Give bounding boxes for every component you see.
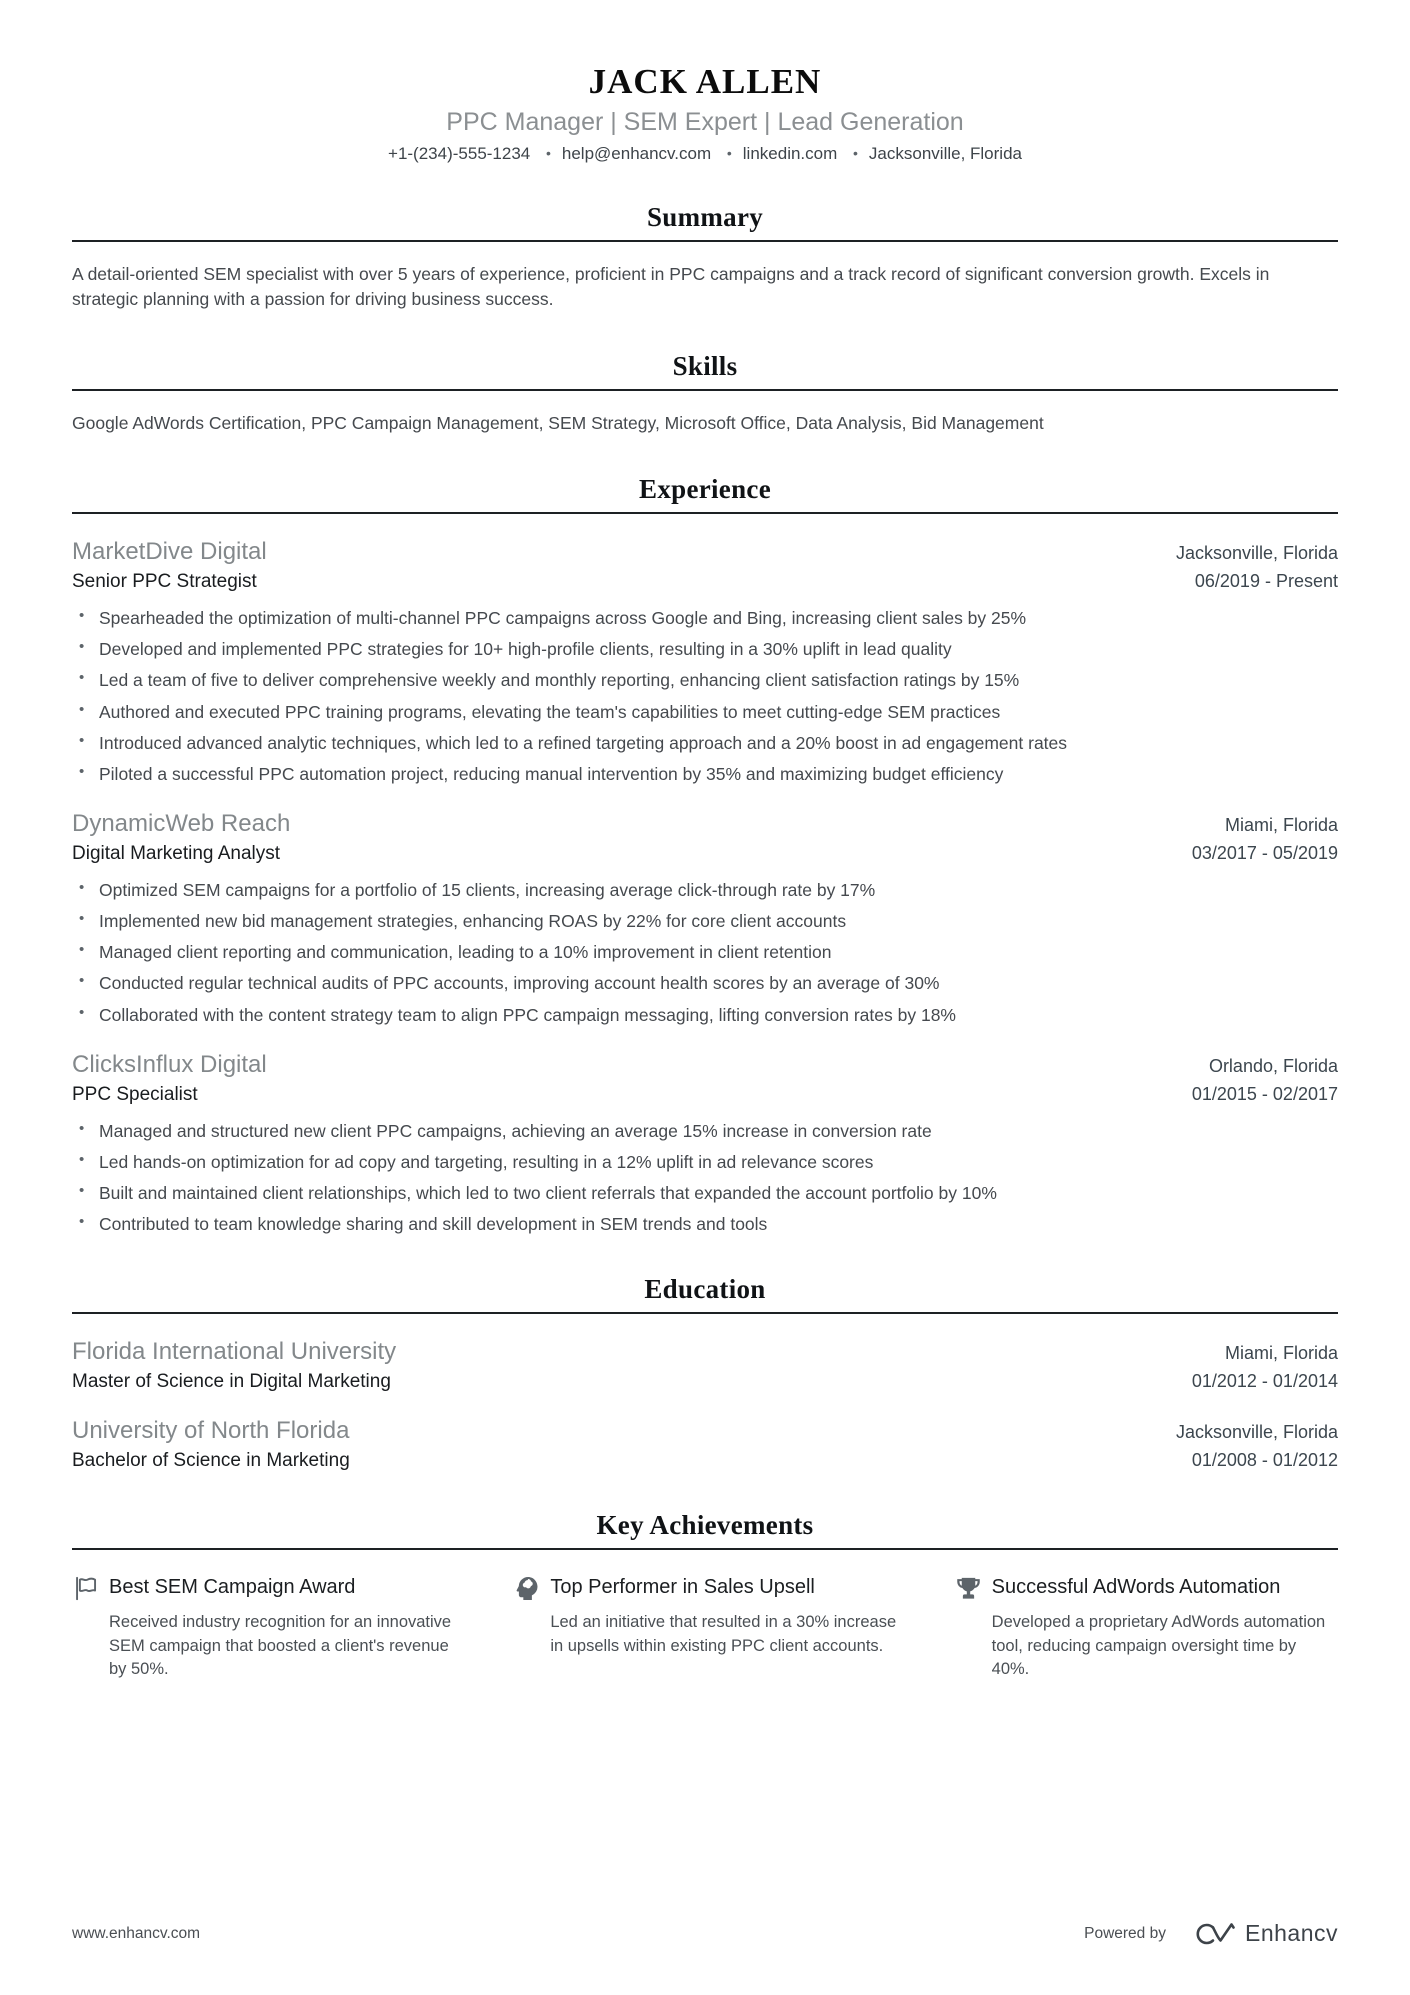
job-bullet: • Managed and structured new client PPC campaigns, achieving an average 15% increase in conversion rate <box>72 1119 1338 1143</box>
job-role: Senior PPC Strategist <box>72 571 257 593</box>
footer-url: www.enhancv.com <box>72 1924 201 1942</box>
school-location: Jacksonville, Florida <box>1175 1422 1338 1443</box>
job-bullet-list <box>72 878 1338 1027</box>
contact-location: • Jacksonville, Florida <box>842 144 1022 164</box>
resume-header <box>72 62 1338 164</box>
entry-role-row <box>72 1366 1338 1393</box>
entry-header-row <box>72 810 1338 838</box>
achievement-head <box>513 1574 896 1602</box>
section-divider <box>72 1548 1338 1550</box>
achievement-item <box>72 1574 455 1681</box>
education-heading: Education <box>644 1274 766 1305</box>
education-entry <box>72 1338 1338 1393</box>
achievement-head <box>955 1574 1338 1602</box>
company-location: Orlando, Florida <box>1208 1055 1338 1076</box>
skills-section <box>72 351 1338 436</box>
achievements-grid <box>72 1574 1338 1681</box>
achievement-description: Received industry recognition for an innovative SEM campaign that boosted a client's revenue by 50%. <box>109 1613 452 1679</box>
person-name: JACK ALLEN <box>588 62 822 101</box>
achievement-title: Successful AdWords Automation <box>991 1576 1281 1599</box>
person-title: PPC Manager | SEM Expert | Lead Generation <box>446 108 964 136</box>
flag-icon <box>72 1575 99 1602</box>
degree-name: Master of Science in Digital Marketing <box>72 1371 391 1393</box>
company-location: Jacksonville, Florida <box>1175 543 1338 564</box>
job-dates: 06/2019 - Present <box>1194 571 1338 592</box>
head-brain-icon <box>513 1575 540 1602</box>
enhancv-brand-name: Enhancv <box>1244 1920 1338 1946</box>
school-name: University of North Florida <box>72 1417 350 1445</box>
section-divider <box>72 389 1338 391</box>
section-divider <box>72 1312 1338 1314</box>
company-name: MarketDive Digital <box>72 538 267 566</box>
achievement-title: Top Performer in Sales Upsell <box>550 1576 815 1599</box>
achievement-head <box>72 1574 455 1602</box>
job-role: Digital Marketing Analyst <box>72 842 281 864</box>
entry-header-row <box>72 1338 1338 1366</box>
job-bullet-list <box>72 606 1338 786</box>
summary-text: A detail-oriented SEM specialist with over 5 years of experience, proficient in PPC campaigns and a track record of significant conversion growth. Excels in strategic planning with a passion for driving business success. <box>72 264 1270 310</box>
achievement-description: Developed a proprietary AdWords automation tool, reducing campaign oversight time by 40%. <box>991 1613 1326 1679</box>
job-bullet: • Spearheaded the optimization of multi-channel PPC campaigns across Google and Bing, increasing client sales by 25% <box>72 606 1338 630</box>
degree-dates: 01/2012 - 01/2014 <box>1191 1371 1338 1392</box>
job-bullet: • Collaborated with the content strategy team to align PPC campaign messaging, lifting conversion rates by 18% <box>72 1003 1338 1027</box>
powered-by-label: Powered by <box>1084 1924 1166 1942</box>
education-section <box>72 1274 1338 1472</box>
footer-brand <box>1084 1920 1338 1947</box>
job-dates: 03/2017 - 05/2019 <box>1191 842 1338 863</box>
contact-website: • linkedin.com <box>716 144 837 164</box>
job-bullet: • Contributed to team knowledge sharing and skill development in SEM trends and tools <box>72 1212 1338 1236</box>
school-location: Miami, Florida <box>1224 1343 1338 1364</box>
section-divider <box>72 512 1338 514</box>
contact-email: • help@enhancv.com <box>535 144 711 164</box>
job-bullet: • Authored and executed PPC training programs, elevating the team's capabilities to meet cutting-edge SEM practices <box>72 700 1338 724</box>
achievements-heading: Key Achievements <box>596 1510 814 1541</box>
job-bullet-list <box>72 1119 1338 1237</box>
school-name: Florida International University <box>72 1338 397 1366</box>
job-bullet: • Led a team of five to deliver comprehensive weekly and monthly reporting, enhancing client satisfaction ratings by 15% <box>72 668 1338 692</box>
enhancv-logo-icon <box>1192 1921 1236 1947</box>
contact-row <box>72 144 1338 164</box>
job-bullet: • Managed client reporting and communication, leading to a 10% improvement in client retention <box>72 940 1338 964</box>
job-role: PPC Specialist <box>72 1083 198 1105</box>
job-bullet: • Piloted a successful PPC automation project, reducing manual intervention by 35% and maximizing budget efficiency <box>72 762 1338 786</box>
summary-section <box>72 202 1338 313</box>
entry-header-row <box>72 1417 1338 1445</box>
entry-role-row <box>72 838 1338 865</box>
degree-dates: 01/2008 - 01/2012 <box>1191 1450 1338 1471</box>
skills-text: Google AdWords Certification, PPC Campaign Management, SEM Strategy, Microsoft Office, Data Analysis, Bid Management <box>72 412 1044 433</box>
entry-role-row <box>72 1445 1338 1472</box>
achievement-title: Best SEM Campaign Award <box>109 1576 356 1599</box>
entry-role-row <box>72 1079 1338 1106</box>
experience-entry <box>72 1051 1338 1237</box>
job-bullet: • Led hands-on optimization for ad copy and targeting, resulting in a 12% uplift in ad relevance scores <box>72 1150 1338 1174</box>
job-bullet: • Implemented new bid management strategies, enhancing ROAS by 22% for core client accounts <box>72 909 1338 933</box>
job-bullet: • Introduced advanced analytic techniques, which led to a refined targeting approach and a 20% boost in ad engagement rates <box>72 731 1338 755</box>
page-footer <box>72 1920 1338 1947</box>
entry-header-row <box>72 538 1338 566</box>
achievements-section <box>72 1510 1338 1681</box>
experience-entry <box>72 810 1338 1027</box>
achievement-item <box>955 1574 1338 1681</box>
job-bullet: • Optimized SEM campaigns for a portfolio of 15 clients, increasing average click-through rate by 17% <box>72 878 1338 902</box>
job-bullet: • Built and maintained client relationships, which led to two client referrals that expanded the account portfolio by 10% <box>72 1181 1338 1205</box>
skills-heading: Skills <box>672 350 738 381</box>
contact-phone: +1-(234)-555-1234 <box>388 144 531 163</box>
section-divider <box>72 240 1338 242</box>
experience-section <box>72 474 1338 1236</box>
achievement-item <box>513 1574 896 1681</box>
job-dates: 01/2015 - 02/2017 <box>1191 1083 1338 1104</box>
education-entry <box>72 1417 1338 1472</box>
company-location: Miami, Florida <box>1224 814 1338 835</box>
company-name: DynamicWeb Reach <box>72 809 291 837</box>
entry-header-row <box>72 1051 1338 1079</box>
job-bullet: • Conducted regular technical audits of PPC accounts, improving account health scores by an average of 30% <box>72 971 1338 995</box>
trophy-icon <box>955 1575 982 1602</box>
degree-name: Bachelor of Science in Marketing <box>72 1450 350 1472</box>
experience-entry <box>72 538 1338 786</box>
experience-heading: Experience <box>639 474 771 505</box>
achievement-description: Led an initiative that resulted in a 30% increase in upsells within existing PPC client accounts. <box>550 1613 897 1655</box>
job-bullet: • Developed and implemented PPC strategies for 10+ high-profile clients, resulting in a 30% uplift in lead quality <box>72 637 1338 661</box>
entry-role-row <box>72 566 1338 593</box>
company-name: ClicksInflux Digital <box>72 1050 267 1078</box>
summary-heading: Summary <box>646 202 764 232</box>
